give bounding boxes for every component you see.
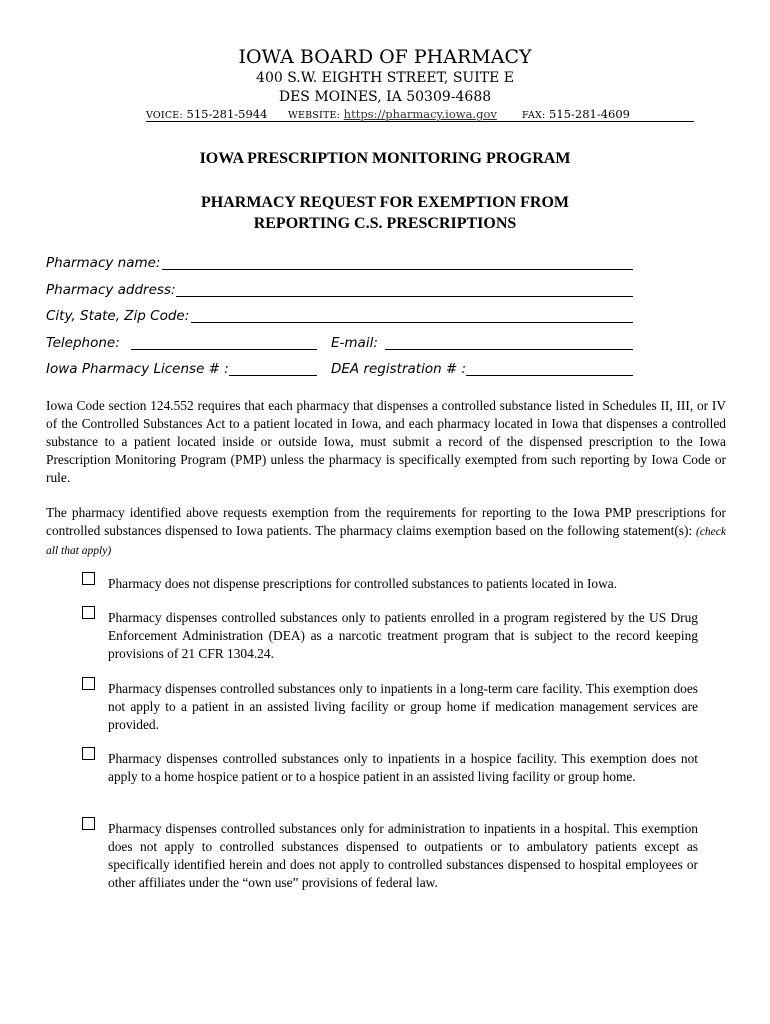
option-3-checkbox[interactable] bbox=[82, 677, 95, 690]
fax-label: FAX: bbox=[522, 110, 546, 121]
website-contact bbox=[288, 107, 497, 121]
option-2-checkbox[interactable] bbox=[82, 606, 95, 619]
voice-label: VOICE: bbox=[146, 110, 183, 121]
letterhead-divider bbox=[146, 121, 694, 122]
program-heading: IOWA PRESCRIPTION MONITORING PROGRAM bbox=[199, 150, 571, 167]
address-line-2: DES MOINES, IA 50309-4688 bbox=[278, 89, 492, 105]
license-label: Iowa Pharmacy License # : bbox=[46, 361, 229, 377]
website-link[interactable]: https://pharmacy.iowa.gov bbox=[343, 107, 497, 121]
board-title: IOWA BOARD OF PHARMACY bbox=[238, 46, 532, 68]
dea-field[interactable] bbox=[466, 375, 633, 376]
telephone-field[interactable] bbox=[131, 349, 317, 350]
city-state-zip-label: City, State, Zip Code: bbox=[46, 308, 190, 324]
option-4-text: Pharmacy dispenses controlled substances only to inpatients in a hospice facility. This exemption does not apply to a home hospice patient or to a hospice patient in an assisted living facility or group home. bbox=[108, 751, 698, 784]
fax-contact bbox=[522, 107, 630, 121]
option-1-checkbox[interactable] bbox=[82, 572, 95, 585]
request-heading-line-1: PHARMACY REQUEST FOR EXEMPTION FROM bbox=[201, 194, 569, 211]
city-state-zip-field[interactable] bbox=[191, 322, 633, 323]
pharmacy-name-field[interactable] bbox=[162, 269, 633, 270]
exemption-request-text: The pharmacy identified above requests exemption from the requirements for reporting to the Iowa PMP prescriptions for controlled substances dispensed to Iowa patients. The pharmacy claims exemption based on the following statement(s): bbox=[46, 505, 726, 538]
pharmacy-name-label: Pharmacy name: bbox=[46, 255, 161, 271]
option-3-text: Pharmacy dispenses controlled substances only to inpatients in a long-term care facility. This exemption does not apply to a patient in an assisted living facility or group home if medication management services are provided. bbox=[108, 681, 698, 732]
requirement-paragraph: Iowa Code section 124.552 requires that each pharmacy that dispenses a controlled substance listed in Schedules II, III, or IV of the Controlled Substances Act to a patient located in Iowa, and each pharmacy located in Iowa that dispenses a controlled substance to a patient located inside or outside Iowa, must submit a record of the dispensed prescription to the Iowa Prescription Monitoring Program (PMP) unless the pharmacy is specifically exempted from such reporting by Iowa Code or rule. bbox=[46, 398, 726, 485]
telephone-label: Telephone: bbox=[46, 335, 120, 351]
website-label: WEBSITE: bbox=[288, 110, 341, 121]
option-2-text: Pharmacy dispenses controlled substances only to patients enrolled in a program registered by the US Drug Enforcement Administration (DEA) as a narcotic treatment program that is subject to the record keeping provisions of 21 CFR 1304.24. bbox=[108, 610, 698, 661]
fax-number: 515-281-4609 bbox=[549, 107, 630, 121]
license-field[interactable] bbox=[229, 375, 317, 376]
pharmacy-address-label: Pharmacy address: bbox=[46, 282, 176, 298]
email-label: E-mail: bbox=[331, 335, 378, 351]
address-line-1: 400 S.W. EIGHTH STREET, SUITE E bbox=[256, 70, 514, 86]
option-4-checkbox[interactable] bbox=[82, 747, 95, 760]
exemption-request-paragraph bbox=[46, 504, 726, 560]
option-1-text: Pharmacy does not dispense prescriptions for controlled substances to patients located in Iowa. bbox=[108, 576, 618, 591]
voice-number: 515-281-5944 bbox=[186, 107, 268, 121]
pharmacy-address-field[interactable] bbox=[176, 296, 633, 297]
option-5-text: Pharmacy dispenses controlled substances only for administration to inpatients in a hospital. This exemption does not apply to controlled substances dispensed to outpatients or to ambulatory patients except as specifically identified herein and does not apply to controlled substances dispensed to hospital employees or other affiliates under the “own use” provisions of federal law. bbox=[108, 821, 698, 890]
dea-label: DEA registration # : bbox=[331, 361, 467, 377]
request-heading-line-2: REPORTING C.S. PRESCRIPTIONS bbox=[253, 215, 517, 232]
voice-contact bbox=[146, 107, 267, 121]
check-all-note: (check all that apply) bbox=[46, 526, 726, 557]
email-field[interactable] bbox=[385, 349, 633, 350]
option-5-checkbox[interactable] bbox=[82, 817, 95, 830]
